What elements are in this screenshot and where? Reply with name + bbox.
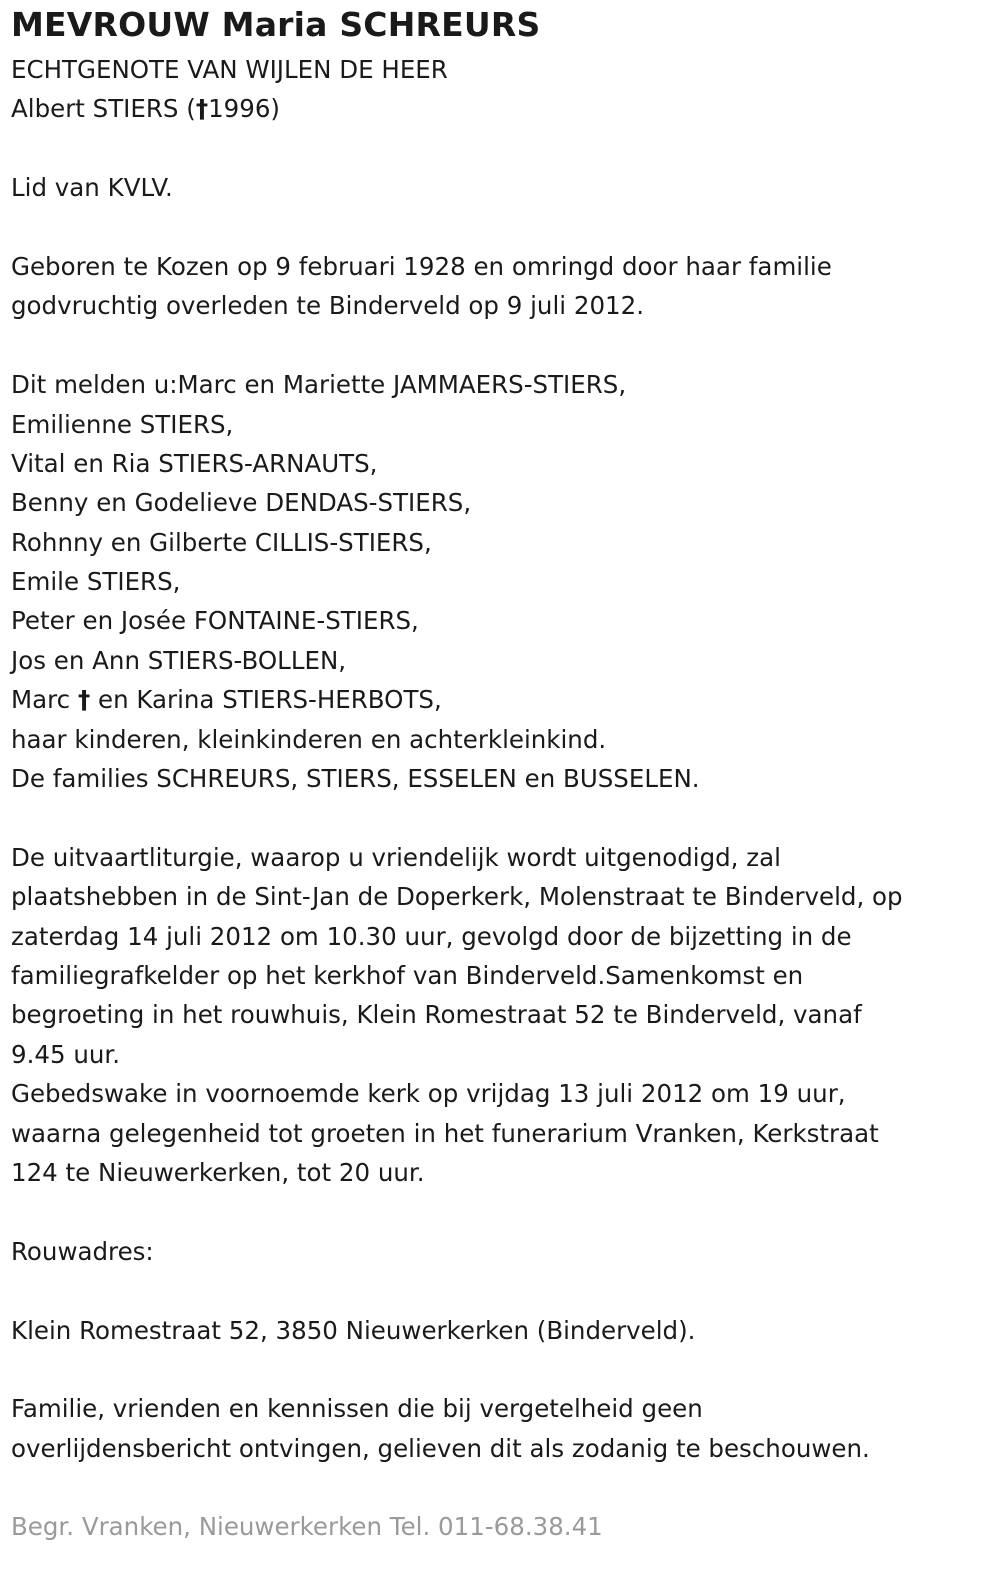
- descendants-line: haar kinderen, kleinkinderen en achterkleinkind.: [11, 724, 607, 754]
- spacer: [11, 208, 991, 247]
- announcer-item: Emilienne STIERS,: [11, 409, 234, 439]
- vigil-line: Gebedswake in voornoemde kerk op vrijdag 13 juli 2012 om 19 uur,: [11, 1079, 846, 1109]
- funeral-line: familiegrafkelder op het kerkhof van Binderveld.Samenkomst en: [11, 960, 804, 990]
- funeral-line: 9.45 uur.: [11, 1039, 121, 1069]
- undertaker-footer: Begr. Vranken, Nieuwerkerken Tel. 011-68.38.41: [11, 1512, 603, 1542]
- address-line: Klein Romestraat 52, 3850 Nieuwerkerken (Binderveld).: [11, 1315, 696, 1345]
- spacer: [11, 798, 991, 837]
- spouse-relation: ECHTGENOTE VAN WIJLEN DE HEER: [11, 55, 448, 84]
- announcer-item: Benny en Godelieve DENDAS-STIERS,: [11, 488, 472, 518]
- membership-line: Lid van KVLV.: [11, 173, 173, 203]
- closing-line: overlijdensbericht ontvingen, gelieven dit als zodanig te beschouwen.: [11, 1433, 870, 1463]
- announcer-item: Jos en Ann STIERS-BOLLEN,: [11, 645, 347, 675]
- funeral-line: zaterdag 14 juli 2012 om 10.30 uur, gevolgd door de bijzetting in de: [11, 921, 852, 951]
- obituary-notice: [11, 0, 991, 1547]
- address-label: Rouwadres:: [11, 1236, 154, 1266]
- spacer: [11, 1350, 991, 1389]
- announcer-item-marc: [11, 680, 991, 719]
- announcer-item: Peter en Josée FONTAINE-STIERS,: [11, 606, 419, 636]
- funeral-line: De uitvaartliturgie, waarop u vriendelijk wordt uitgenodigd, zal: [11, 842, 781, 872]
- spacer: [11, 1192, 991, 1231]
- spacer: [11, 1468, 991, 1507]
- cross-icon: †: [195, 94, 209, 124]
- spacer: [11, 1271, 991, 1310]
- announcers-intro: Dit melden u:Marc en Mariette JAMMAERS-STIERS,: [11, 370, 627, 400]
- funeral-line: begroeting in het rouwhuis, Klein Romestraat 52 te Binderveld, vanaf: [11, 1000, 862, 1030]
- funeral-line: plaatshebben in de Sint-Jan de Doperkerk, Molenstraat te Binderveld, op: [11, 882, 903, 912]
- announcer-item: Emile STIERS,: [11, 567, 181, 597]
- vigil-line: waarna gelegenheid tot groeten in het funerarium Vranken, Kerkstraat: [11, 1118, 879, 1148]
- spouse-name-line: [11, 89, 991, 128]
- closing-line: Familie, vrienden en kennissen die bij vergetelheid geen: [11, 1394, 703, 1424]
- announcer-item: Vital en Ria STIERS-ARNAUTS,: [11, 448, 378, 478]
- spouse-death-year: 1996): [208, 94, 280, 124]
- cross-icon: †: [77, 685, 91, 715]
- vigil-line: 124 te Nieuwerkerken, tot 20 uur.: [11, 1157, 425, 1187]
- spacer: [11, 129, 991, 168]
- spacer: [11, 326, 991, 365]
- deceased-name-heading: MEVROUW Maria SCHREURS: [11, 5, 541, 44]
- birth-death-line: godvruchtig overleden te Binderveld op 9 juli 2012.: [11, 291, 645, 321]
- families-line: De families SCHREURS, STIERS, ESSELEN en BUSSELEN.: [11, 764, 700, 794]
- announcer-marc-rest: en Karina STIERS-HERBOTS,: [90, 685, 442, 715]
- announcer-item: Rohnny en Gilberte CILLIS-STIERS,: [11, 527, 432, 557]
- announcer-marc-name: Marc: [11, 685, 78, 715]
- spouse-name: Albert STIERS (: [11, 94, 196, 124]
- birth-death-line: Geboren te Kozen op 9 februari 1928 en omringd door haar familie: [11, 251, 832, 281]
